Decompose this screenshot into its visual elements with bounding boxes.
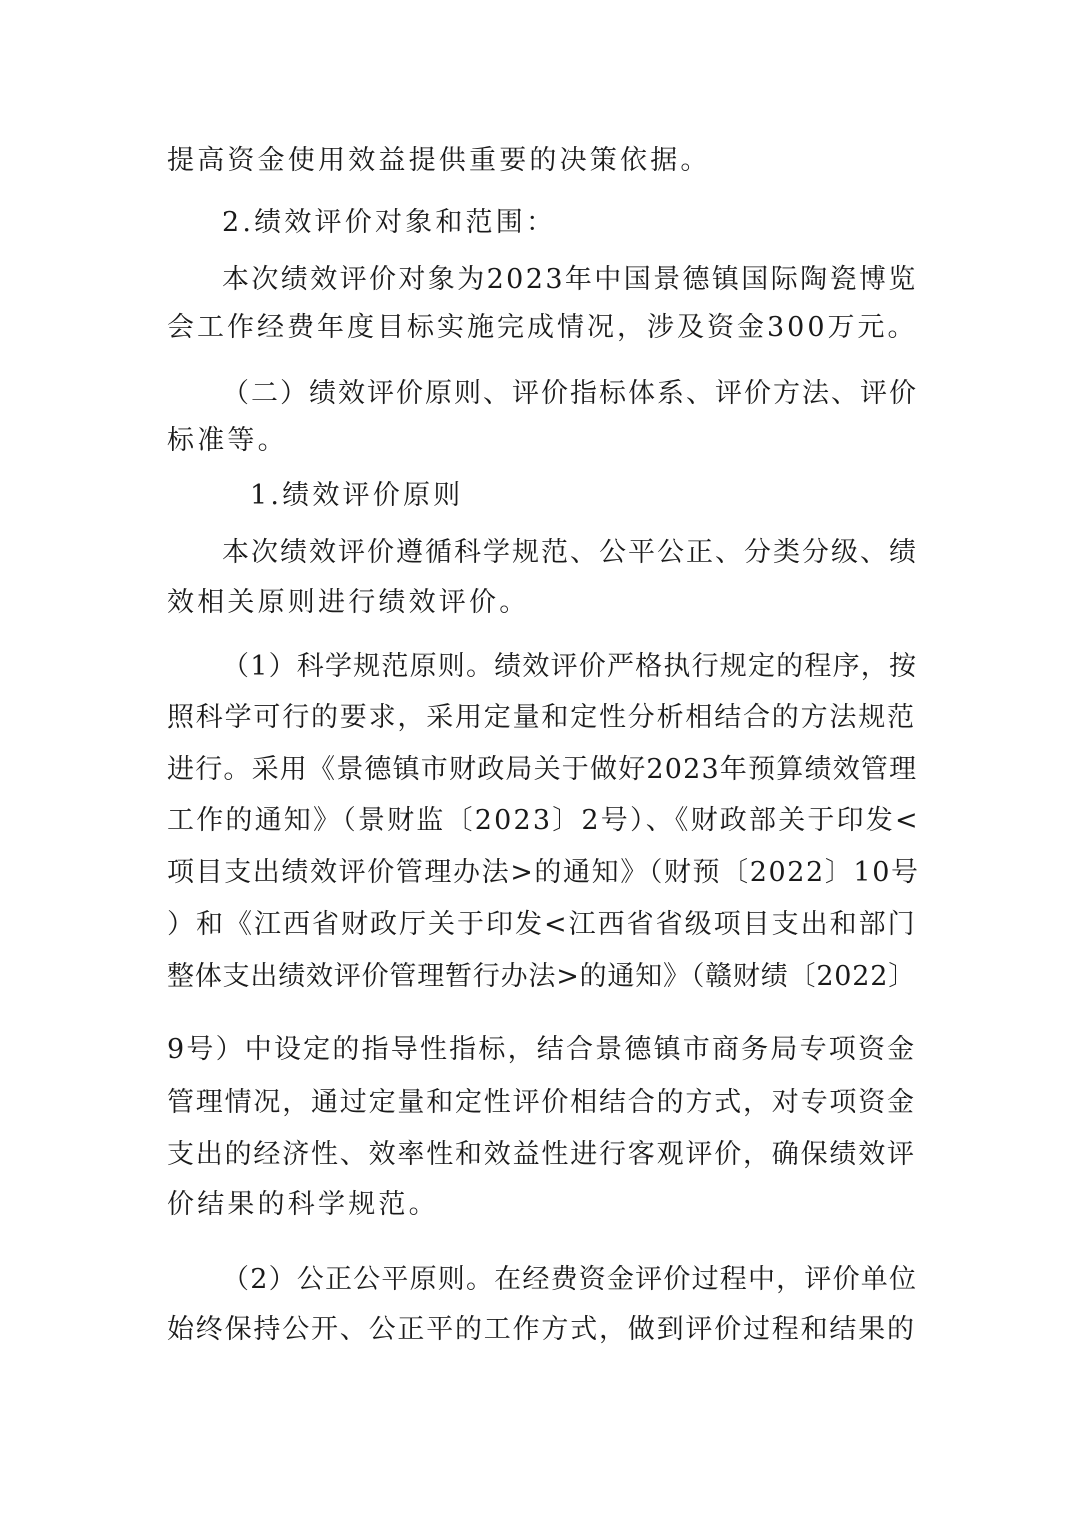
text-line: 整体支出绩效评价管理暂行办法>的通知》（赣财绩〔2022〕 (167, 961, 917, 992)
section-heading: 标准等。 (167, 425, 288, 456)
text-line: 效相关原则进行绩效评价。 (167, 587, 530, 618)
subsection-heading: 1.绩效评价原则 (250, 480, 464, 511)
text-line: 管理情况，通过定量和定性评价相结合的方式，对专项资金 (167, 1087, 916, 1118)
text-line: 本次绩效评价遵循科学规范、公平公正、分类分级、绩 (222, 537, 918, 568)
text-line: 工作的通知》（景财监〔2023〕2号）、《财政部关于印发< (167, 805, 920, 836)
text-line: （2）公正公平原则。在经费资金评价过程中，评价单位 (222, 1264, 918, 1295)
text-line: 照科学可行的要求，采用定量和定性分析相结合的方法规范 (167, 702, 916, 733)
text-line: ）和《江西省财政厅关于印发<江西省省级项目支出和部门 (167, 909, 917, 940)
text-line: 本次绩效评价对象为2023年中国景德镇国际陶瓷博览 (222, 264, 918, 295)
section-heading: 2.绩效评价对象和范围： (222, 207, 557, 238)
text-line: 始终保持公开、公正平的工作方式，做到评价过程和结果的 (167, 1314, 916, 1345)
text-line: 进行。采用《景德镇市财政局关于做好2023年预算绩效管理 (167, 754, 918, 785)
section-heading: （二）绩效评价原则、评价指标体系、评价方法、评价 (222, 378, 918, 409)
text-line: 提高资金使用效益提供重要的决策依据。 (167, 145, 711, 176)
text-line: 价结果的科学规范。 (167, 1189, 439, 1220)
text-line: 9号）中设定的指导性指标，结合景德镇市商务局专项资金 (167, 1034, 917, 1065)
text-line: 会工作经费年度目标实施完成情况，涉及资金300万元。 (167, 312, 918, 343)
text-line: （1）科学规范原则。绩效评价严格执行规定的程序，按 (222, 651, 918, 682)
text-line: 支出的经济性、效率性和效益性进行客观评价，确保绩效评 (167, 1139, 916, 1170)
text-line: 项目支出绩效评价管理办法>的通知》（财预〔2022〕10号 (167, 857, 920, 888)
